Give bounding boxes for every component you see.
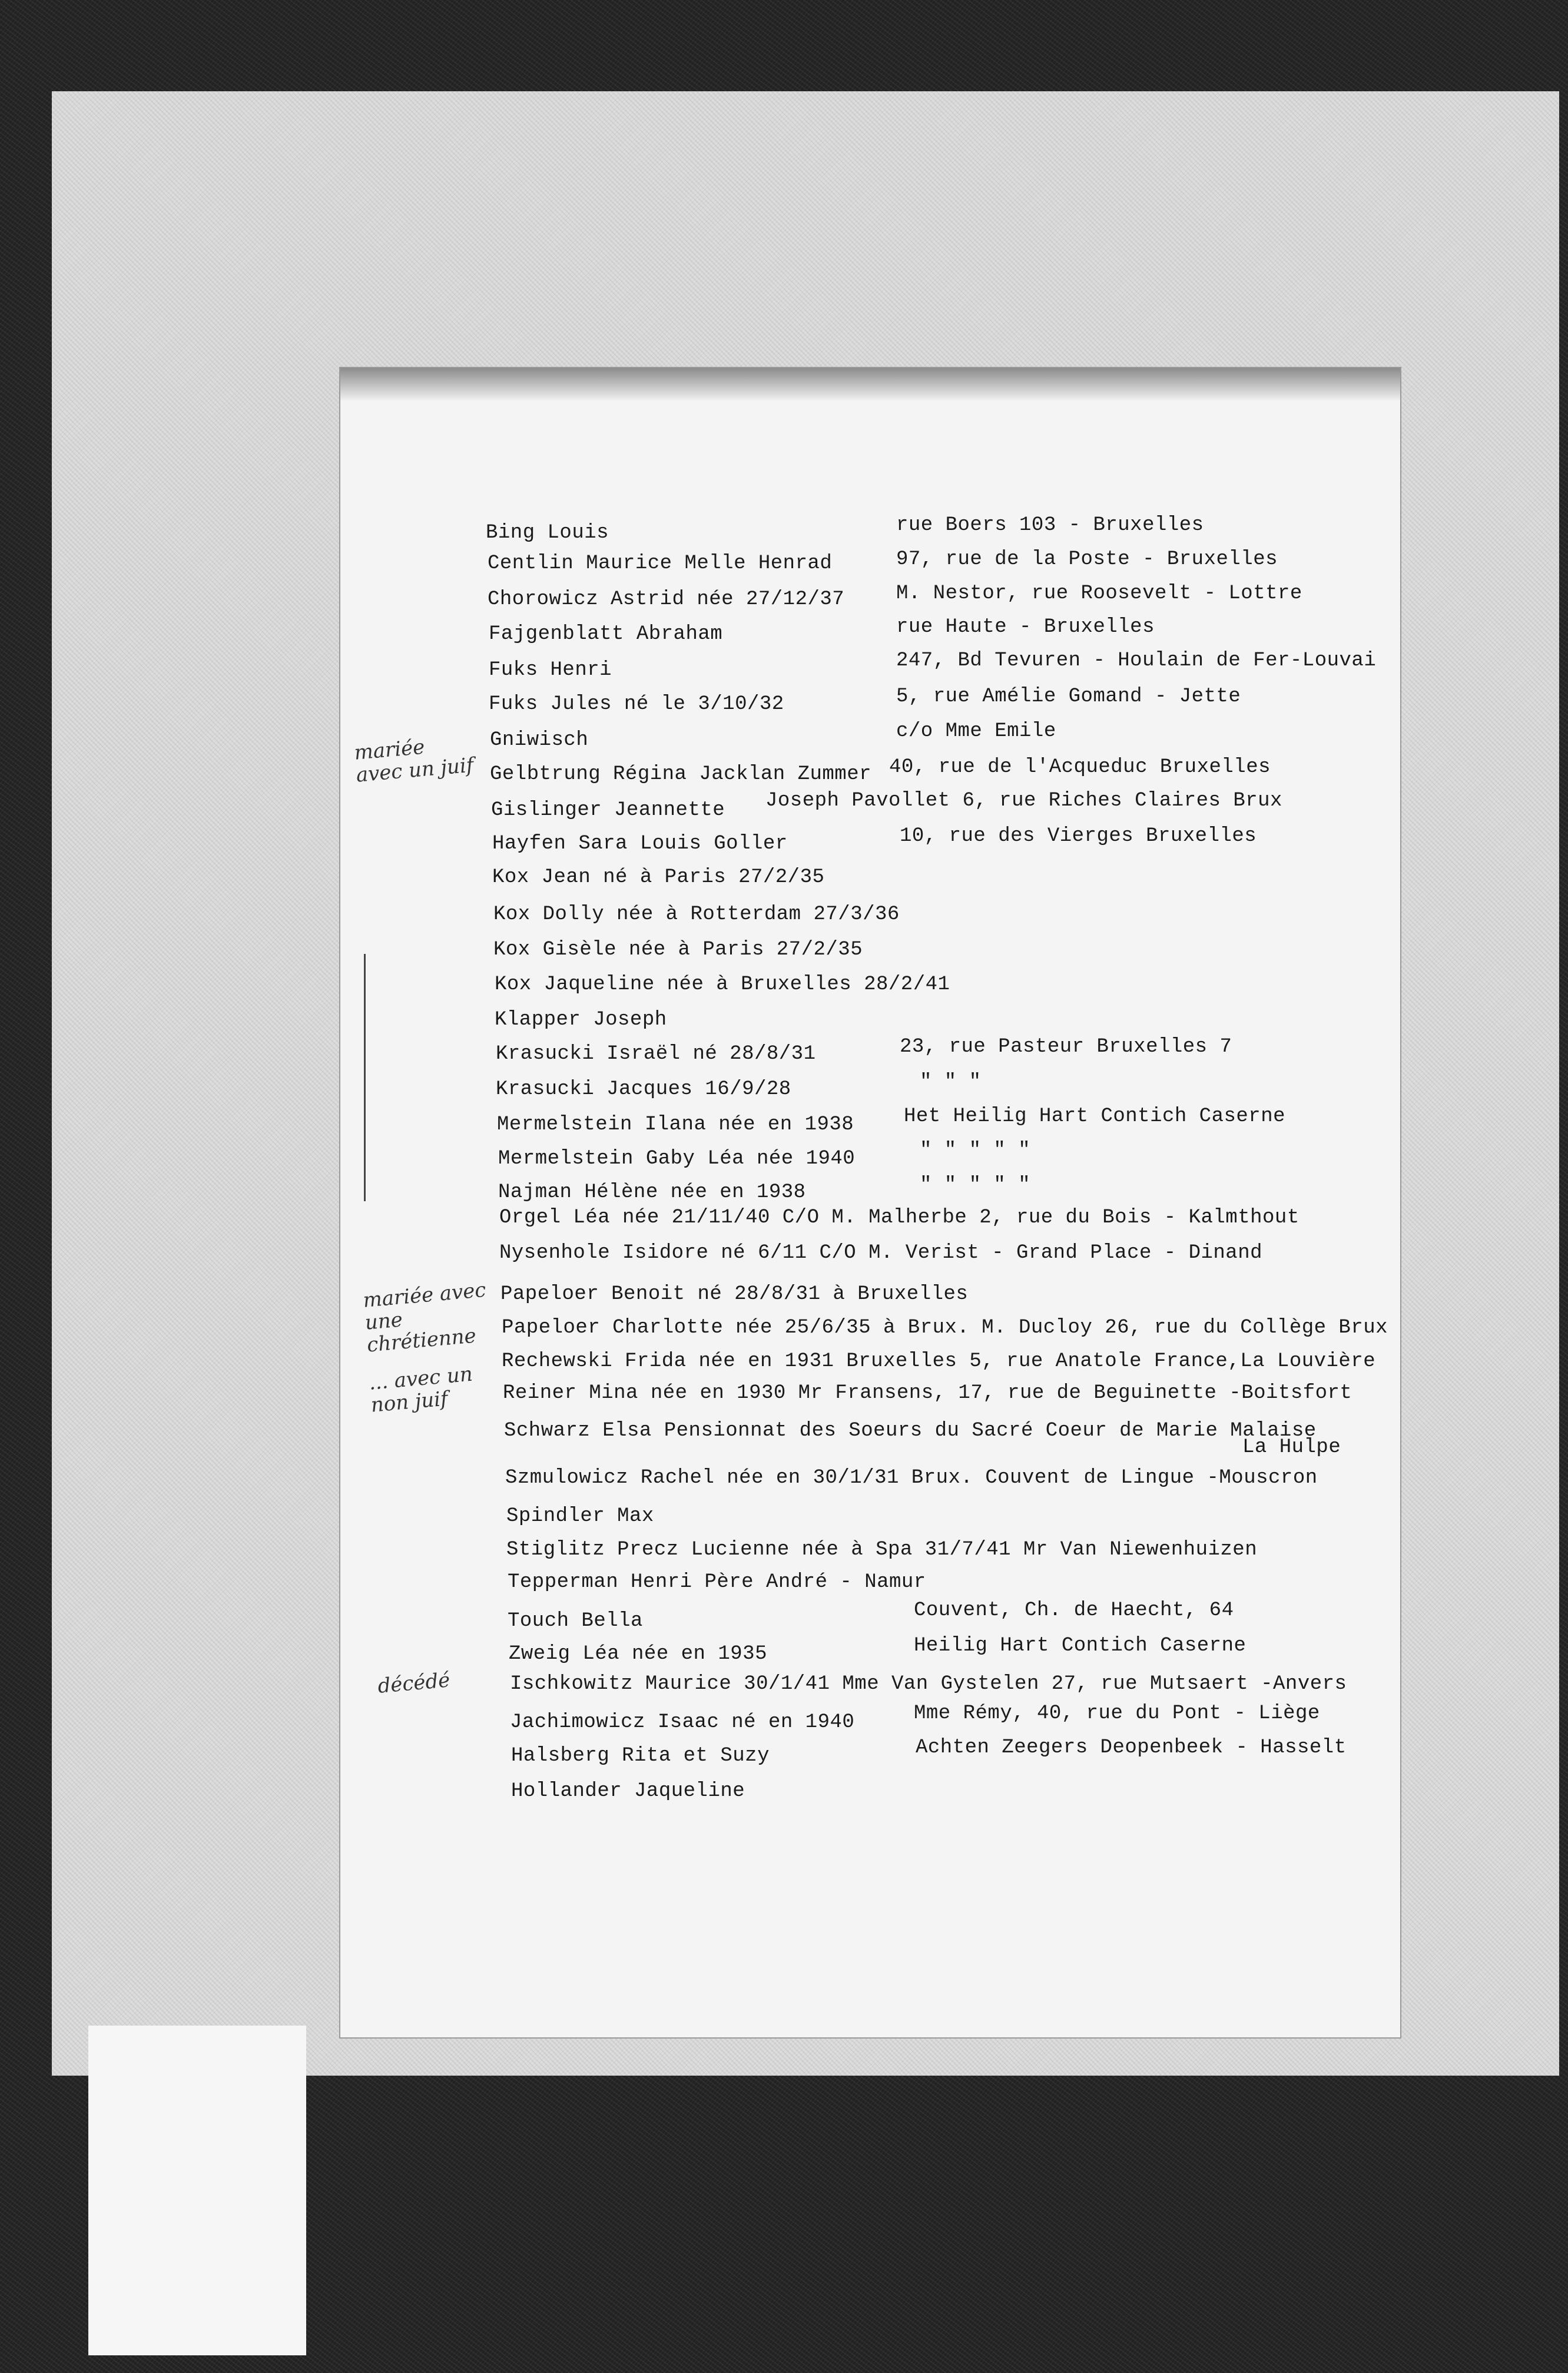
entry-name: Papeloer Charlotte née 25/6/35 à Brux. M. Ducloy 26, rue du Collège Brux [502,1317,1388,1339]
entry-name: Orgel Léa née 21/11/40 C/O M. Malherbe 2, rue du Bois - Kalmthout [499,1207,1300,1229]
entry-name: Hollander Jaqueline [511,1780,745,1802]
entry-address: Achten Zeegers Deopenbeek - Hasselt [916,1736,1347,1759]
entry-address: " " " [920,1071,982,1093]
entry-name: Touch Bella [508,1610,643,1632]
entry-name: Chorowicz Astrid née 27/12/37 [488,588,845,611]
entry-address: Joseph Pavollet 6, rue Riches Claires Brux [765,790,1282,812]
entry-address: 97, rue de la Poste - Bruxelles [896,548,1278,571]
entry-name: Klapper Joseph [495,1009,667,1031]
entry-name: Halsberg Rita et Suzy [511,1745,770,1767]
entry-name: Gniwisch [490,729,589,751]
margin-note: mariée avec une chrétienne [362,1278,487,1357]
entry-address: Mme Rémy, 40, rue du Pont - Liège [914,1702,1320,1725]
entry-address: " " " " " [920,1139,1031,1162]
entry-address: 247, Bd Tevuren - Houlain de Fer-Louvai [896,649,1377,672]
entry-address: 10, rue des Vierges Bruxelles [900,825,1257,847]
entry-address: rue Boers 103 - Bruxelles [896,514,1204,536]
entry-name: Fajgenblatt Abraham [489,623,723,645]
entry-name: Kox Jean né à Paris 27/2/35 [492,866,825,889]
entry-name: La Hulpe [1242,1436,1341,1459]
entry-name: Kox Dolly née à Rotterdam 27/3/36 [493,903,900,926]
page-top-edge [340,368,1400,400]
margin-note: ... avec un non juif [367,1362,474,1417]
entry-name: Fuks Jules né le 3/10/32 [489,693,784,715]
entry-name: Mermelstein Ilana née en 1938 [497,1113,854,1136]
entry-name: Gelbtrung Régina Jacklan Zummer [490,763,872,786]
entry-name: Schwarz Elsa Pensionnat des Soeurs du Sacré Coeur de Marie Malaise [504,1420,1317,1442]
entry-name: Tepperman Henri Père André - Namur [508,1571,926,1593]
entry-name: Kox Gisèle née à Paris 27/2/35 [493,939,863,961]
margin-note: mariée avec un juif [353,735,475,787]
entry-name: Gislinger Jeannette [491,799,725,821]
entry-name: Reiner Mina née en 1930 Mr Fransens, 17, rue de Beguinette -Boitsfort [503,1382,1352,1404]
entry-name: Jachimowicz Isaac né en 1940 [510,1711,855,1734]
entry-address: Couvent, Ch. de Haecht, 64 [914,1599,1234,1622]
entry-name: Mermelstein Gaby Léa née 1940 [498,1148,856,1170]
entry-name: Nysenhole Isidore né 6/11 C/O M. Verist - Grand Place - Dinand [499,1242,1263,1264]
entry-name: Hayfen Sara Louis Goller [492,833,788,855]
entry-address: Heilig Hart Contich Caserne [914,1635,1247,1657]
entry-name: Papeloer Benoit né 28/8/31 à Bruxelles [500,1283,969,1305]
entry-name: Krasucki Israël né 28/8/31 [496,1043,816,1065]
entry-name: Spindler Max [506,1505,654,1527]
entry-address: c/o Mme Emile [896,720,1056,743]
entry-name: Rechewski Frida née en 1931 Bruxelles 5, rue Anatole France,La Louvière [502,1350,1376,1373]
entry-name: Zweig Léa née en 1935 [509,1643,767,1665]
margin-note: décédé [376,1668,451,1698]
entry-name: Bing Louis [486,522,609,544]
entry-name: Centlin Maurice Melle Henrad [488,552,833,575]
entry-address: " " " " " [920,1174,1031,1197]
white-strip [88,2026,306,2355]
handwritten-margin-line [364,954,366,1201]
entry-address: Het Heilig Hart Contich Caserne [904,1105,1286,1128]
entry-name: Ischkowitz Maurice 30/1/41 Mme Van Gystelen 27, rue Mutsaert -Anvers [510,1673,1347,1695]
entry-name: Szmulowicz Rachel née en 30/1/31 Brux. Couvent de Lingue -Mouscron [505,1467,1318,1489]
entry-address: 40, rue de l'Acqueduc Bruxelles [889,756,1271,778]
entry-name: Kox Jaqueline née à Bruxelles 28/2/41 [495,973,950,996]
entry-address: M. Nestor, rue Roosevelt - Lottre [896,582,1302,605]
entry-name: Fuks Henri [489,659,612,681]
entry-name: Krasucki Jacques 16/9/28 [496,1078,791,1101]
entry-name: Najman Hélène née en 1938 [498,1181,806,1204]
entry-address: 23, rue Pasteur Bruxelles 7 [900,1036,1232,1058]
entry-address: 5, rue Amélie Gomand - Jette [896,685,1241,708]
entry-name: Stiglitz Precz Lucienne née à Spa 31/7/41 Mr Van Niewenhuizen [506,1539,1258,1561]
entry-address: rue Haute - Bruxelles [896,616,1155,638]
